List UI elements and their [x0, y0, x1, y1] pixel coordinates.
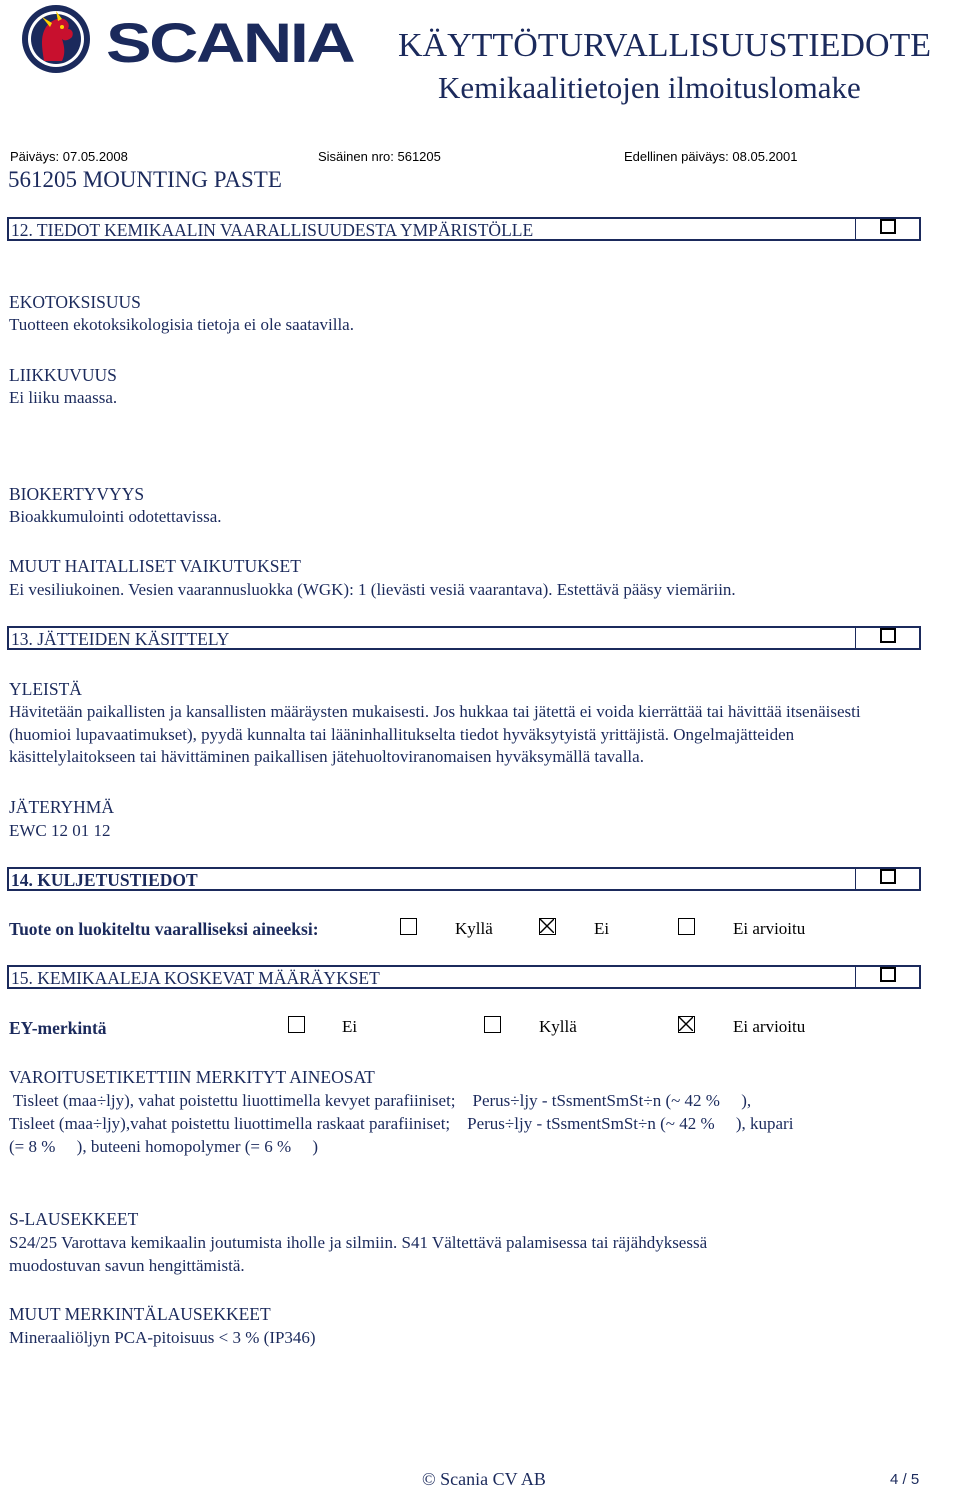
logo-wordmark: SCANIA: [106, 11, 354, 74]
ec-no-label: Ei: [342, 1017, 358, 1036]
transport-no-checkbox[interactable]: [539, 918, 556, 935]
dangerous-goods-question: Tuote on luokiteltu vaaralliseksi aineeksi:: [9, 919, 319, 939]
bioaccumulation-text: Bioakkumulointi odotettavissa.: [9, 507, 222, 526]
section-14-title: 14. KULJETUSTIEDOT: [11, 870, 198, 890]
section-checkbox[interactable]: [880, 628, 896, 643]
section-14-bar: [7, 867, 921, 891]
waste-group-text: EWC 12 01 12: [9, 821, 111, 840]
section-12-title: 12. TIEDOT KEMIKAALIN VAARALLISUUDESTA YMPÄRISTÖLLE: [11, 220, 534, 240]
ec-not-assessed-label: Ei arvioitu: [733, 1017, 806, 1036]
other-labels-heading: MUUT MERKINTÄLAUSEKKEET: [9, 1304, 271, 1324]
document-subtitle: Kemikaalitietojen ilmoituslomake: [438, 70, 861, 105]
section-15-bar: [7, 965, 921, 989]
ec-yes-checkbox[interactable]: [484, 1016, 501, 1033]
date-label: Päiväys: 07.05.2008: [10, 149, 128, 164]
warning-line-2: Tisleet (maa÷ljy),vahat poistettu liuottimella raskaat parafiiniset; Perus÷ljy - tSsmentSmSt÷n (~ 42 % ), kupari: [9, 1114, 794, 1133]
general-text: Hävitetään paikallisten ja kansallisten määräysten mukaisesti. Jos hukkaa tai jätettä ei voida kierrättää tai hävittää itsenäisesti (huomioi lupavaatimukset), pyydä kunnalta tai lääninhallitukselta tiedot hyväksytyistä yrittäjistä. Ongelmajätteiden käsittelylaitokseen tai hävittäminen paikallisen jätehuoltoviranomaisen hyväksymällä tavalla.: [9, 702, 861, 766]
transport-yes-label: Kyllä: [455, 919, 493, 938]
ec-no-checkbox[interactable]: [288, 1016, 305, 1033]
ec-not-assessed-checkbox[interactable]: [678, 1016, 695, 1033]
section-15-title: 15. KEMIKAALEJA KOSKEVAT MÄÄRÄYKSET: [11, 968, 380, 988]
document-title: KÄYTTÖTURVALLISUUSTIEDOTE: [398, 27, 932, 64]
checked-cross-icon: [679, 1017, 693, 1031]
section-divider: [855, 219, 856, 239]
waste-group-heading: JÄTERYHMÄ: [9, 797, 115, 817]
bioaccumulation-heading: BIOKERTYVYYS: [9, 484, 145, 504]
ecotoxicity-heading: EKOTOKSISUUS: [9, 292, 141, 312]
s-phrases-line-1: S24/25 Varottava kemikaalin joutumista iholle ja silmiin. S41 Vältettävä palamisessa tai räjähdyksessä: [9, 1233, 708, 1252]
transport-not-assessed-checkbox[interactable]: [678, 918, 695, 935]
other-effects-heading: MUUT HAITALLISET VAIKUTUKSET: [9, 556, 301, 576]
general-heading: YLEISTÄ: [9, 679, 82, 699]
warning-line-3: (= 8 % ), buteeni homopolymer (= 6 % ): [9, 1137, 319, 1156]
transport-yes-checkbox[interactable]: [400, 918, 417, 935]
mobility-heading: LIIKKUVUUS: [9, 365, 117, 385]
other-labels-text: Mineraaliöljyn PCA-pitoisuus < 3 % (IP346): [9, 1328, 316, 1347]
section-13-title: 13. JÄTTEIDEN KÄSITTELY: [11, 629, 230, 649]
product-name: 561205 MOUNTING PASTE: [8, 167, 282, 192]
section-divider: [855, 967, 856, 987]
transport-not-assessed-label: Ei arvioitu: [733, 919, 806, 938]
copyright: © Scania CV AB: [422, 1469, 546, 1489]
transport-no-label: Ei: [594, 919, 610, 938]
section-checkbox[interactable]: [880, 869, 896, 884]
section-checkbox[interactable]: [880, 219, 896, 234]
previous-date-label: Edellinen päiväys: 08.05.2001: [624, 149, 798, 164]
ec-marking-label: EY-merkintä: [9, 1018, 107, 1038]
mobility-text: Ei liiku maassa.: [9, 388, 118, 407]
warning-line-1: Tisleet (maa÷ljy), vahat poistettu liuottimella kevyet parafiiniset; Perus÷ljy - tSsmentSmSt÷n (~ 42 % ),: [9, 1091, 752, 1110]
page-number: 4 / 5: [890, 1471, 920, 1488]
checked-cross-icon: [540, 919, 554, 933]
s-phrases-heading: S-LAUSEKKEET: [9, 1209, 139, 1229]
section-12-bar: [7, 217, 921, 241]
section-checkbox[interactable]: [880, 967, 896, 982]
s-phrases-line-2: muodostuvan savun hengittämistä.: [9, 1256, 245, 1275]
section-divider: [855, 628, 856, 648]
scania-logo: [6, 3, 366, 75]
section-divider: [855, 869, 856, 889]
internal-number-label: Sisäinen nro: 561205: [318, 149, 441, 164]
section-13-bar: [7, 626, 921, 650]
warning-label-heading: VAROITUSETIKETTIIN MERKITYT AINEOSAT: [9, 1067, 375, 1087]
ec-yes-label: Kyllä: [539, 1017, 577, 1036]
ecotoxicity-text: Tuotteen ekotoksikologisia tietoja ei ole saatavilla.: [9, 315, 354, 334]
other-effects-text: Ei vesiliukoinen. Vesien vaarannusluokka (WGK): 1 (lievästi vesiä vaarantava). Estettävä pääsy viemäriin.: [9, 580, 736, 599]
